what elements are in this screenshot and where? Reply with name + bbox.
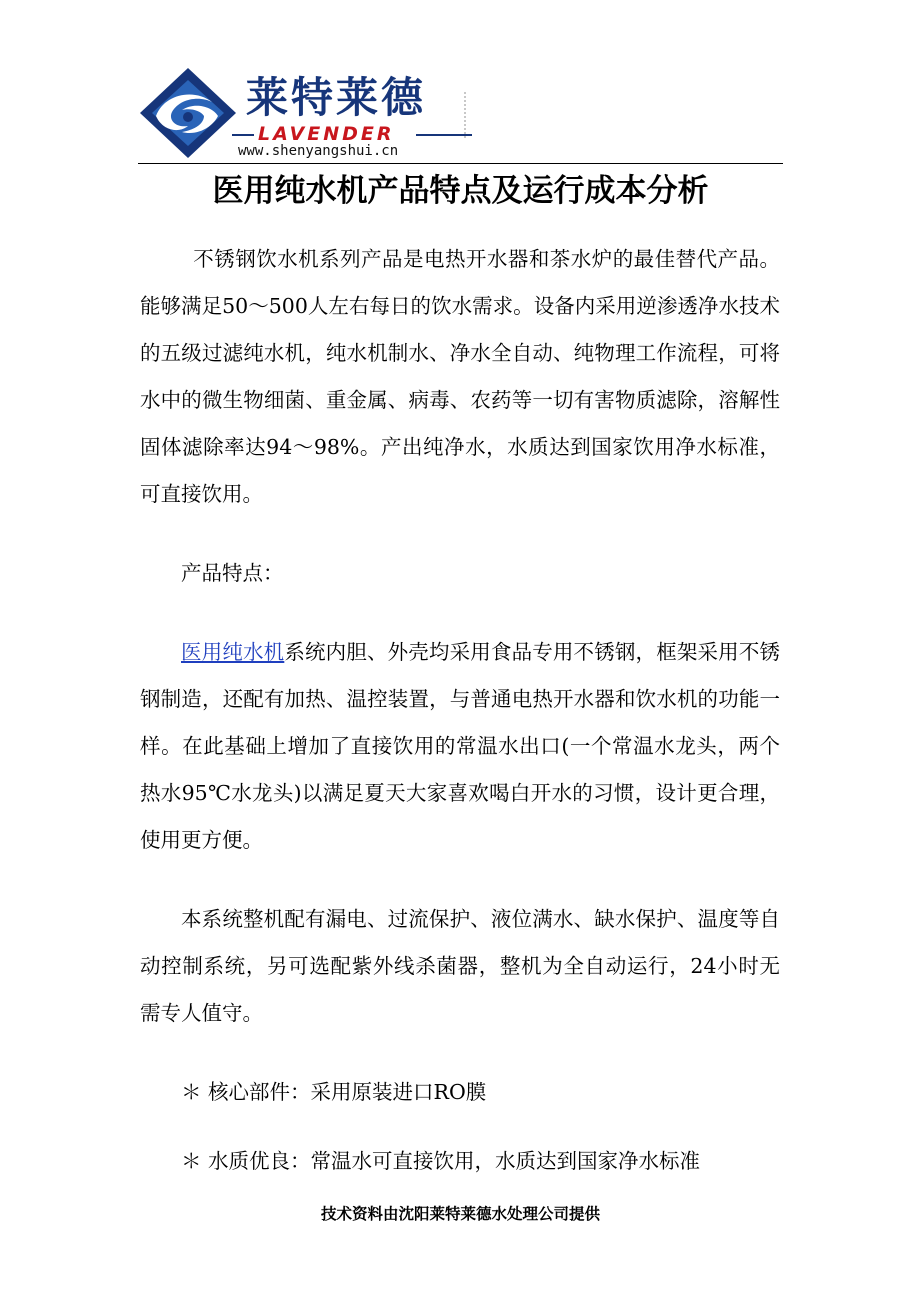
brand-rule-left	[232, 134, 254, 136]
product-link[interactable]: 医用纯水机	[181, 640, 285, 664]
header-divider	[138, 163, 783, 164]
brand-name-cn: 莱特莱德	[246, 73, 427, 122]
brand-url: www.shenyangshui.cn	[238, 143, 399, 159]
page-footer: 技术资料由沈阳莱特莱德水处理公司提供	[320, 1205, 600, 1223]
features-heading: 产品特点：	[181, 561, 284, 585]
feature-paragraph	[140, 629, 780, 864]
intro-paragraph: 不锈钢饮水机系列产品是电热开水器和茶水炉的最佳替代产品。能够满足50～500人左右每日的饮水需求。设备内采用逆渗透净水技术的五级过滤纯水机，纯水机制水、净水全自动、纯物理工作流程，可将水中的微生物细菌、重金属、病毒、农药等一切有害物质滤除，溶解性固体滤除率达94～98%。产出纯净水，水质达到国家饮用净水标准，可直接饮用。	[140, 247, 780, 506]
page-title: 医用纯水机产品特点及运行成本分析	[212, 173, 709, 209]
control-paragraph: 本系统整机配有漏电、过流保护、液位满水、缺水保护、温度等自动控制系统，另可选配紫外线杀菌器，整机为全自动运行，24小时无需专人值守。	[140, 907, 780, 1025]
document-header	[138, 62, 783, 166]
feature-paragraph-text: 系统内胆、外壳均采用食品专用不锈钢，框架采用不锈钢制造，还配有加热、温控装置，与普通电热开水器和饮水机的功能一样。在此基础上增加了直接饮用的常温水出口(一个常温水龙头，两个热水95℃水龙头)以满足夏天大家喜欢喝白开水的习惯，设计更合理，使用更方便。	[140, 640, 781, 852]
bullet-item: ＊ 核心部件：采用原装进口RO膜	[181, 1080, 487, 1104]
water-swirl-diamond-icon	[138, 66, 238, 160]
brand-name-en: LAVENDER	[258, 123, 395, 145]
header-dotted-divider	[464, 92, 468, 138]
bullet-item: ＊ 水质优良：常温水可直接饮用，水质达到国家净水标准	[181, 1149, 701, 1173]
document-body	[140, 236, 780, 1207]
